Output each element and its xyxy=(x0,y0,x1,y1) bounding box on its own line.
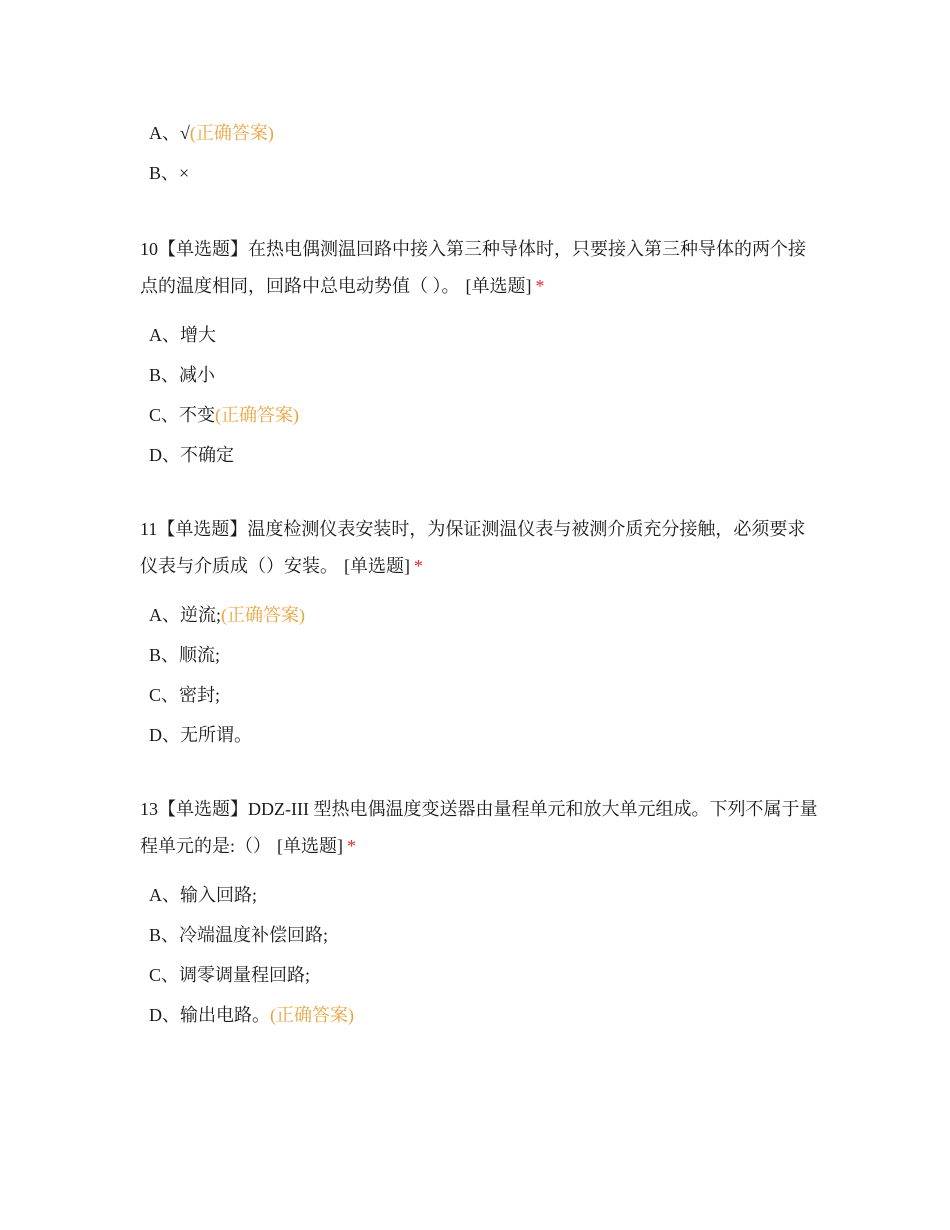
option-text: √ xyxy=(180,123,190,143)
option-text: 不变 xyxy=(179,405,216,425)
question-11 xyxy=(140,511,820,755)
option-letter: B、 xyxy=(149,645,180,665)
question-type: 【单选题】 xyxy=(158,239,248,259)
option-a xyxy=(140,875,820,915)
correct-answer-label: (正确答案) xyxy=(189,123,274,143)
question-text: 在热电偶测温回路中接入第三种导体时，只要接入第三种导体的两个接点的温度相同，回路中总电动势值（ ）。 xyxy=(140,239,806,296)
question-text: DDZ-III 型热电偶温度变送器由量程单元和放大单元组成。下列不属于量程单元的是:（） xyxy=(140,799,818,856)
option-letter: A、 xyxy=(149,885,180,905)
question-type: 【单选题】 xyxy=(158,799,248,819)
option-letter: C、 xyxy=(149,685,180,705)
question-type-tag: [单选题] xyxy=(277,836,344,856)
option-text: 无所谓。 xyxy=(180,725,252,745)
option-letter: C、 xyxy=(149,965,180,985)
option-c xyxy=(140,675,820,715)
option-letter: B、 xyxy=(149,365,180,385)
option-c xyxy=(140,395,820,435)
question-type: 【单选题】 xyxy=(157,519,248,539)
option-letter: D、 xyxy=(149,725,180,745)
required-asterisk: * xyxy=(535,276,545,296)
option-text: × xyxy=(179,163,190,183)
question-number: 10 xyxy=(140,239,158,259)
option-b xyxy=(140,635,820,675)
option-d xyxy=(140,435,820,475)
option-text: 密封; xyxy=(179,685,221,705)
question-type-tag: [单选题] xyxy=(344,556,410,576)
option-text: 冷端温度补偿回路; xyxy=(179,925,329,945)
option-text: 不确定 xyxy=(180,445,234,465)
option-letter: D、 xyxy=(149,445,180,465)
option-a xyxy=(140,315,820,355)
required-asterisk: * xyxy=(347,836,357,856)
option-letter: A、 xyxy=(149,605,180,625)
option-text: 调零调量程回路; xyxy=(179,965,311,985)
correct-answer-label: (正确答案) xyxy=(270,1005,354,1025)
correct-answer-label: (正确答案) xyxy=(215,405,300,425)
option-b xyxy=(140,915,820,955)
option-b xyxy=(140,153,820,193)
question-title xyxy=(140,231,820,305)
question-10 xyxy=(140,231,820,475)
option-text: 输入回路; xyxy=(180,885,258,905)
option-text: 逆流; xyxy=(180,605,222,625)
option-a xyxy=(140,595,820,635)
question-title xyxy=(140,791,820,865)
option-text: 输出电路。 xyxy=(180,1005,270,1025)
question-number: 13 xyxy=(140,799,158,819)
option-letter: A、 xyxy=(149,123,180,143)
option-d xyxy=(140,995,820,1035)
option-letter: B、 xyxy=(149,163,180,183)
option-b xyxy=(140,355,820,395)
required-asterisk: * xyxy=(414,556,423,576)
option-letter: A、 xyxy=(149,325,180,345)
correct-answer-label: (正确答案) xyxy=(221,605,306,625)
option-text: 顺流; xyxy=(179,645,221,665)
option-text: 增大 xyxy=(180,325,216,345)
option-c xyxy=(140,955,820,995)
question-type-tag: [单选题] xyxy=(465,276,532,296)
question-text: 温度检测仪表安装时，为保证测温仪表与被测介质充分接触，必须要求仪表与介质成（）安装。 xyxy=(140,519,806,576)
question-title xyxy=(140,511,820,585)
question-number: 11 xyxy=(140,519,158,539)
option-letter: B、 xyxy=(149,925,180,945)
option-d xyxy=(140,715,820,755)
option-letter: C、 xyxy=(149,405,180,425)
option-text: 减小 xyxy=(179,365,216,385)
option-letter: D、 xyxy=(149,1005,180,1025)
question-9 xyxy=(140,113,820,193)
question-13 xyxy=(140,791,820,1035)
option-a xyxy=(140,113,820,153)
